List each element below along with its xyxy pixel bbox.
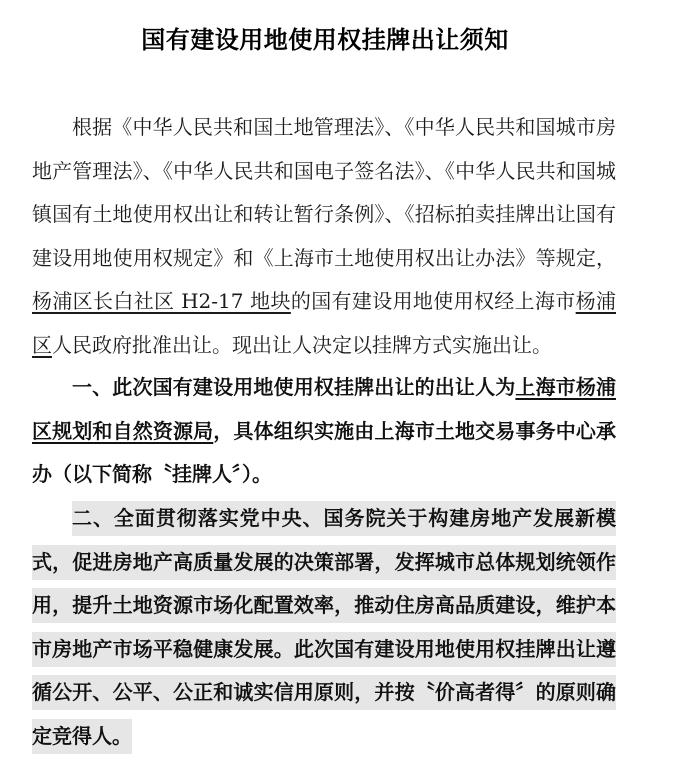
paragraph-legal-basis (32, 106, 616, 367)
paragraph-section-1 (32, 366, 616, 497)
text-segment: 的国有建设用地使用权经上海市 (290, 289, 576, 313)
district-name: 杨浦区 (32, 289, 616, 357)
text-segment: 一、此次国有建设用地使用权挂牌出让的出让人为 (72, 375, 516, 399)
document-title: 国有建设用地使用权挂牌出让须知 (141, 26, 509, 54)
transferor-name: 上海市杨浦区规划和自然资源局 (32, 375, 617, 443)
text-segment: 根据《中华人民共和国土地管理法》、《中华人民共和国城市房地产管理法》、《中华人民共和国电子签名法》、《中华人民共和国城镇国有土地使用权出让和转让暂行条例》、《招标拍卖挂牌出让国有建设用地使用权规定》和《上海市土地使用权出让办法》等规定， (32, 115, 616, 270)
text-segment: ，具体组织实施由上海市土地交易事务中心承办（以下简称〝挂牌人〞）。 (32, 418, 617, 486)
highlighted-text: 二、全面贯彻落实党中央、国务院关于构建房地产发展新模式，促进房地产高质量发展的决策部署，发挥城市总体规划统领作用，提升土地资源市场化配置效率，推动住房高品质建设，维护本市房地产市场平稳健康发展。此次国有建设用地使用权挂牌出让遵循公开、公平、公正和诚实信用原则，并按〝价高者得〞的原则确定竞得人。 (32, 501, 616, 754)
land-parcel-name: 杨浦区长白社区 H2-17 地块 (32, 289, 291, 313)
text-segment: 人民政府批准出让。现出让人决定以挂牌方式实施出让。 (52, 332, 552, 357)
paragraph-section-2 (32, 497, 616, 758)
